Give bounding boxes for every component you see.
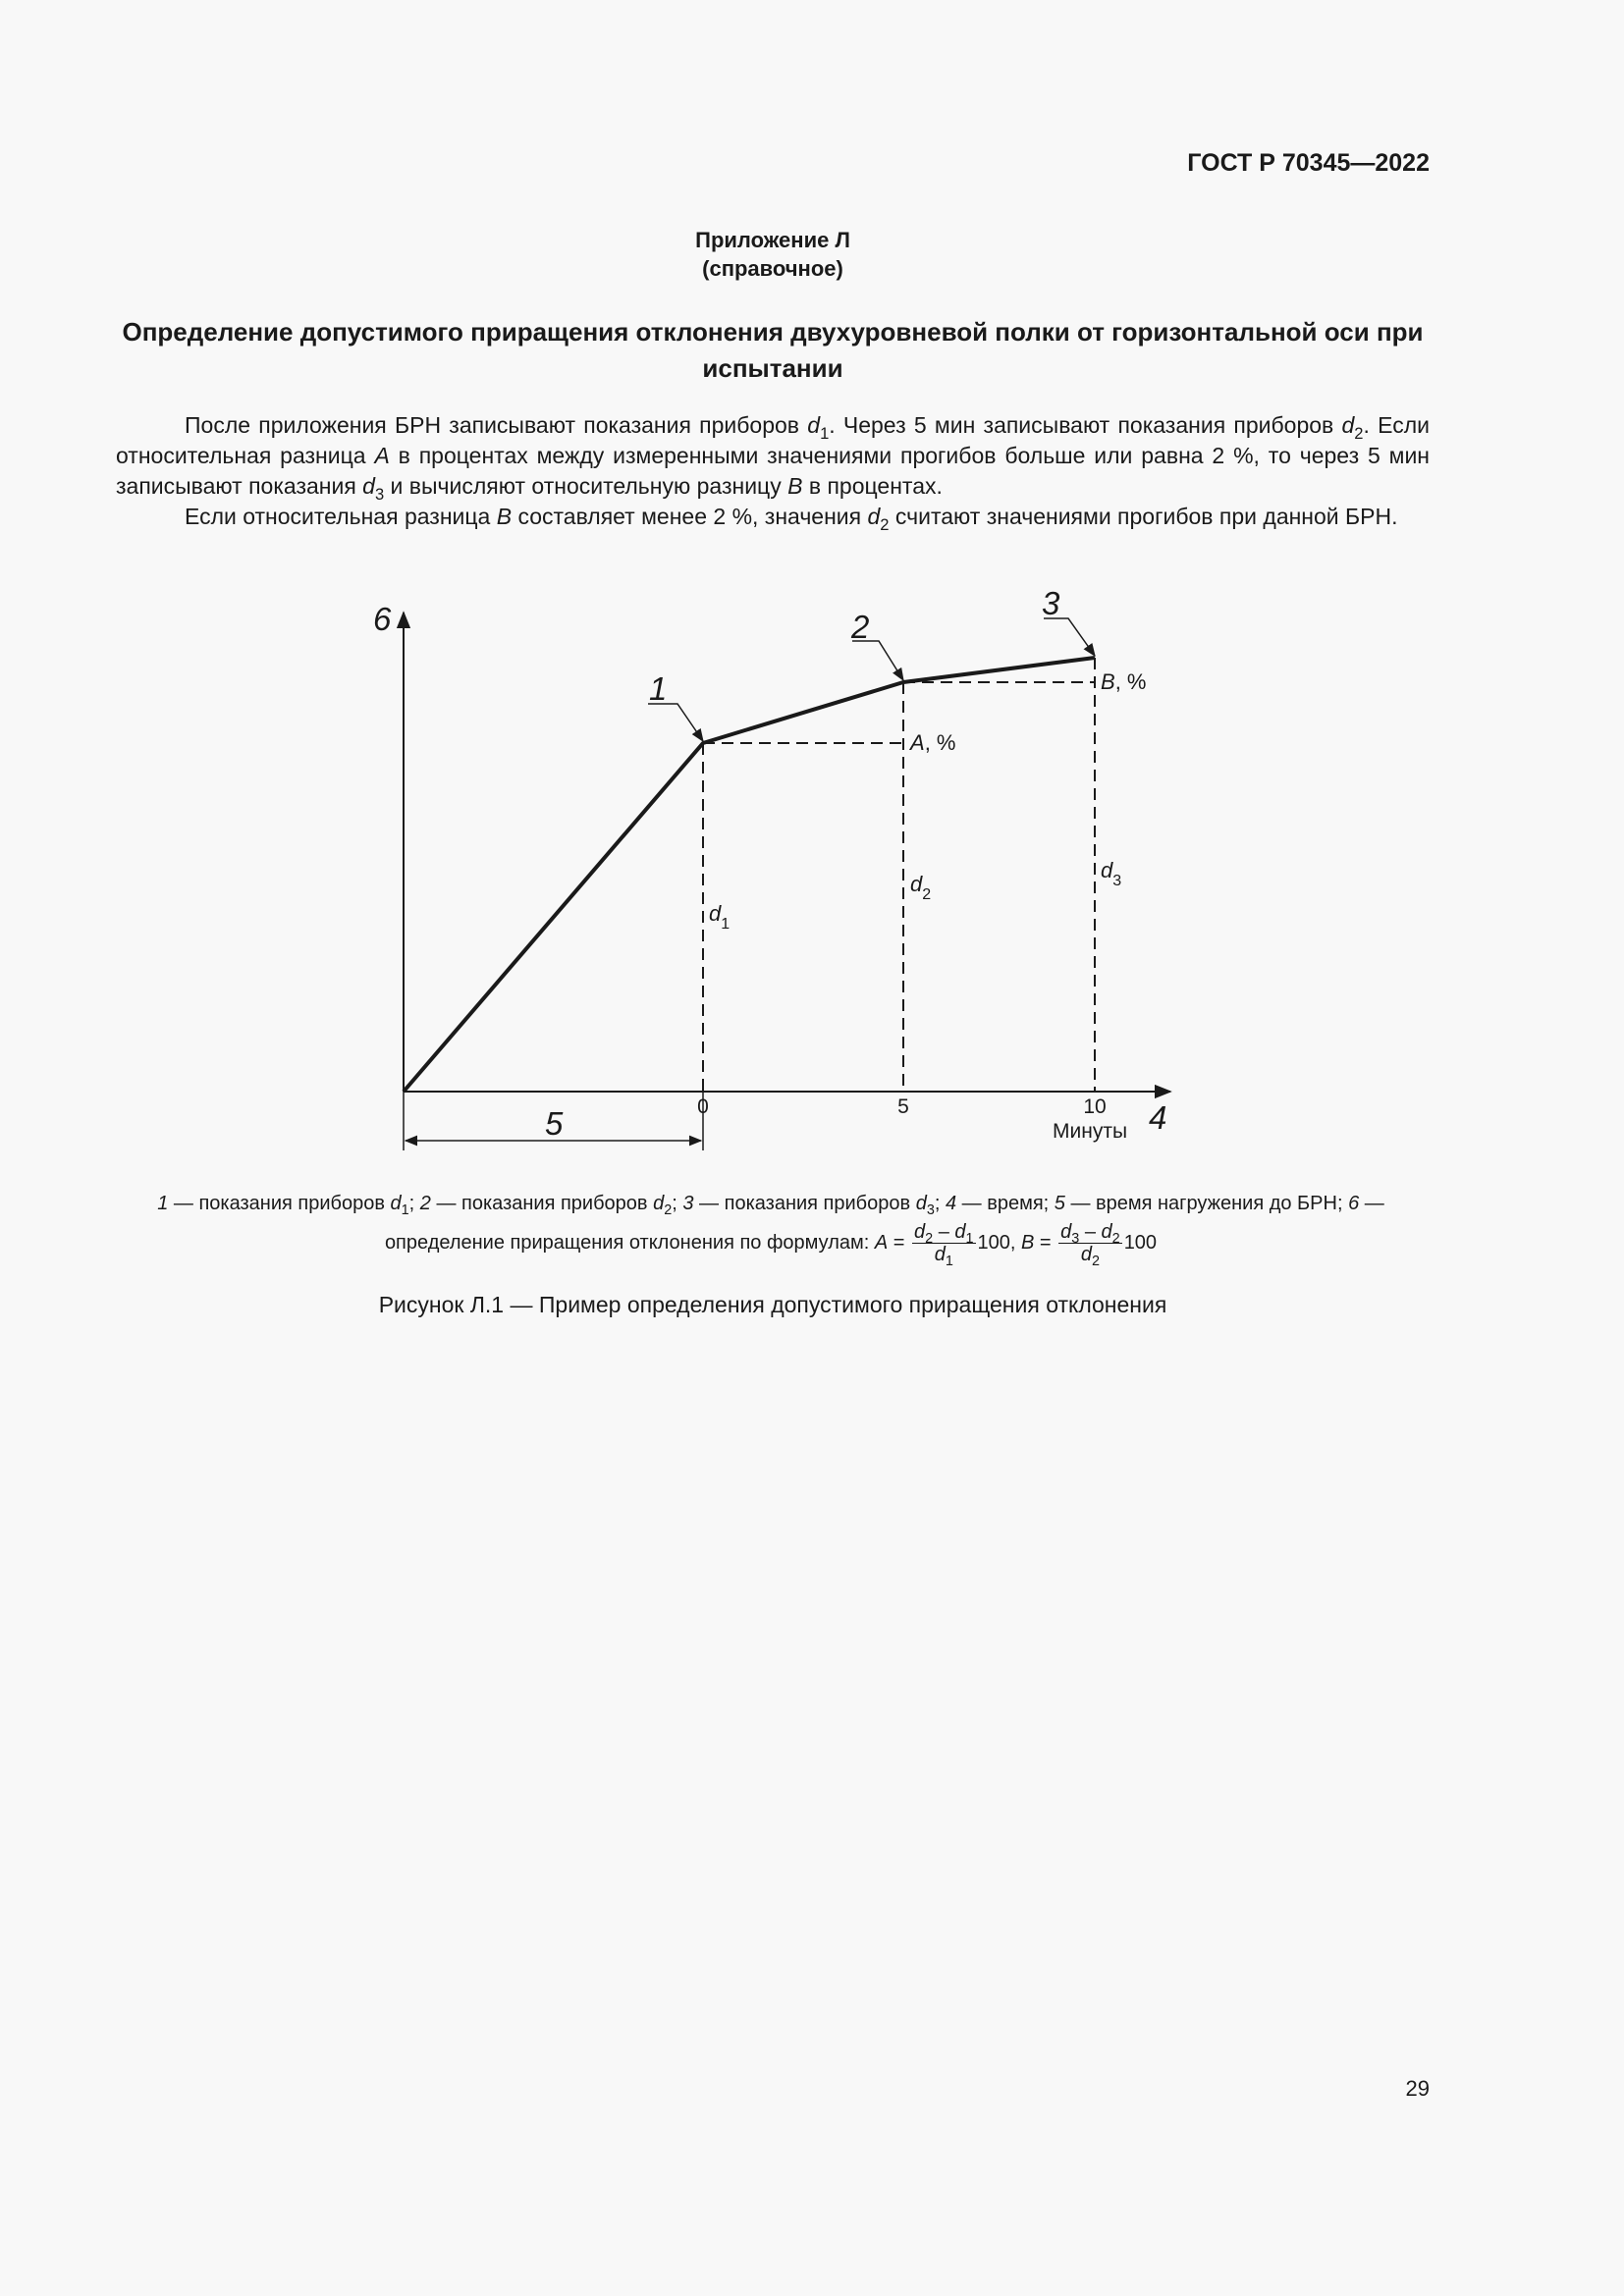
callout-2-leader <box>852 641 903 680</box>
tick-0: 0 <box>697 1095 709 1118</box>
deflection-curve <box>404 658 1095 1092</box>
annex-type: (справочное) <box>702 256 843 281</box>
tick-10: 10 <box>1083 1095 1107 1118</box>
document-code: ГОСТ Р 70345—2022 <box>1187 149 1430 177</box>
callout-3: 3 <box>1042 585 1060 621</box>
figure-caption: Рисунок Л.1 — Пример определения допустимого приращения отклонения <box>378 1292 1167 1317</box>
label-b-percent: B, % <box>1101 669 1147 694</box>
paragraph-1: После приложения БРН записывают показания приборов $d_1$. Через 5 мин записывают показания приборов $d_2$. Если относительная разница A в процентах между измеренными значениями прогибов больше или равна 2 %, то через 5 мин записывают показания $d_3$ и вычисляют относительную разницу B в процентах. <box>116 412 1431 504</box>
paragraph-2: Если относительная разница B составляет менее 2 %, значения $d_2$ считают значениями прогибов при данной БРН. <box>185 504 1398 534</box>
callout-4: 4 <box>1149 1099 1167 1136</box>
figure-legend <box>147 1186 1394 1270</box>
label-d1: $d_1$ <box>709 901 731 933</box>
callout-6: 6 <box>373 601 392 637</box>
page-number: 29 <box>1405 2076 1430 2101</box>
annex-label: Приложение Л <box>695 228 850 252</box>
callout-1: 1 <box>649 670 668 707</box>
callout-2: 2 <box>851 609 870 645</box>
tick-5: 5 <box>897 1095 909 1118</box>
callout-3-leader <box>1044 618 1095 656</box>
formula-a-fraction: $\frac{d_2 - d_1}{d_1}$ <box>914 1221 974 1270</box>
label-a-percent: A, % <box>910 730 956 755</box>
formula-b-fraction: $\frac{d_3 - d_2}{d_2}$ <box>1060 1221 1120 1270</box>
callout-1-leader <box>648 704 703 741</box>
label-d3: $d_3$ <box>1101 858 1122 889</box>
label-d2: $d_2$ <box>910 872 932 903</box>
section-title: Определение допустимого приращения отклонения двухуровневой полки от горизонтальной оси при испытании <box>122 317 1424 383</box>
legend-line-1: 1 — показания приборов $d_1$; 2 — показания приборов $d_2$; 3 — показания приборов $d_3$; 4 — время; 5 — время нагружения до БРН; 6 — определение приращения отклонения по формулам: A = $\frac{d_2 - d_1}{d_1}$ 100, B = $\frac{d_3 - d_2}{d_2}$ 100 <box>157 1193 1384 1270</box>
x-unit-label: Минуты <box>1053 1120 1128 1143</box>
callout-5: 5 <box>545 1105 564 1142</box>
